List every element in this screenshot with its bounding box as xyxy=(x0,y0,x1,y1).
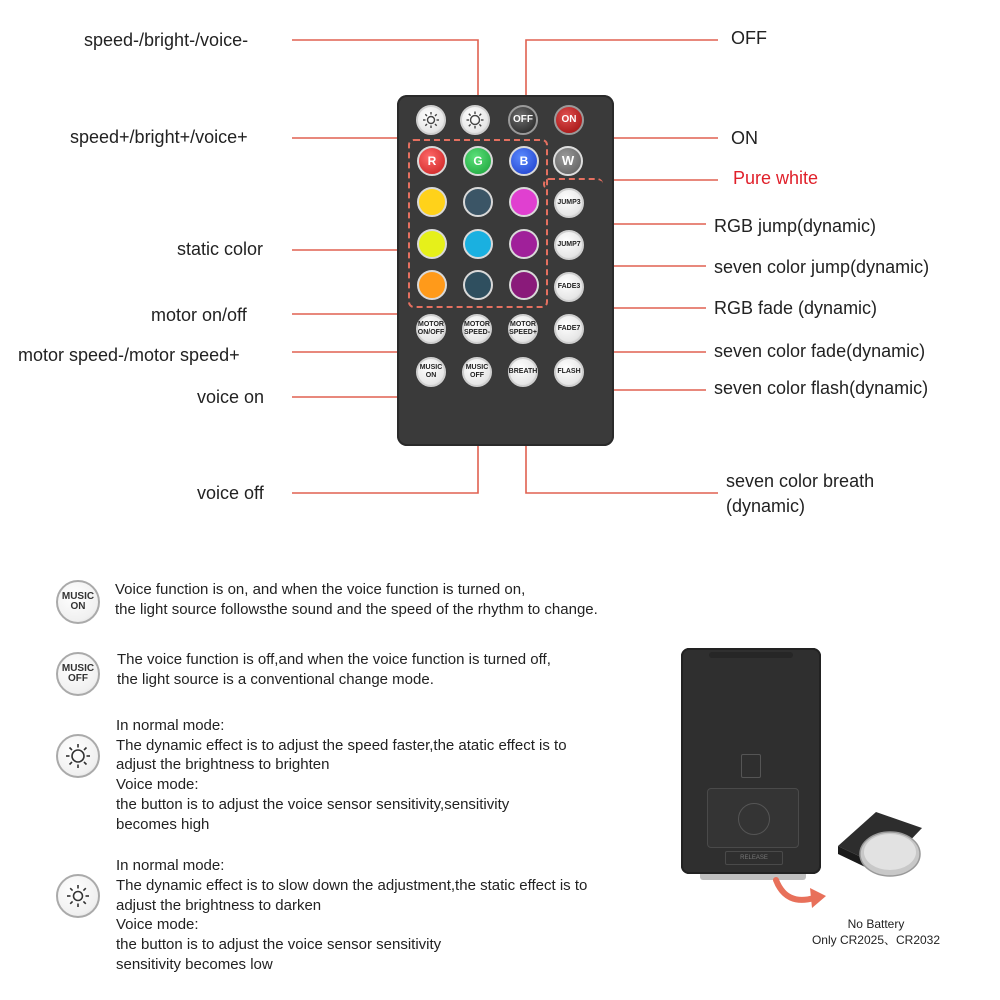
battery-slot xyxy=(738,803,770,835)
motor-speed-plus-label-1: MOTOR xyxy=(510,321,536,328)
label-static-color: static color xyxy=(177,239,264,259)
label-pure-white: Pure white xyxy=(733,168,819,188)
remote-control-back xyxy=(681,648,821,874)
coin-battery-image xyxy=(832,806,928,888)
brightness-down-icon xyxy=(56,874,100,918)
music-off-button[interactable] xyxy=(462,357,492,387)
label-rgb-fade: RGB fade (dynamic) xyxy=(714,298,878,318)
color-button[interactable] xyxy=(417,187,447,217)
music-off-label-1: MUSIC xyxy=(465,364,489,371)
flash-button[interactable]: FLASH xyxy=(554,357,584,387)
darker-desc-line3: adjust the brightness to darken xyxy=(116,897,322,914)
color-button[interactable] xyxy=(417,270,447,300)
recycle-bin-icon xyxy=(741,754,761,778)
music-on-desc-line2: the light source followsthe sound and the speed of the rhythm to change. xyxy=(115,601,598,618)
off-button[interactable]: OFF xyxy=(508,105,538,135)
darker-desc-line2: The dynamic effect is to slow down the adjustment,the static effect is to xyxy=(116,877,588,894)
jump3-button[interactable]: JUMP3 xyxy=(554,188,584,218)
label-motor-onoff: motor on/off xyxy=(151,305,247,325)
back-top-ridge xyxy=(709,652,793,658)
brightness-up-icon xyxy=(56,734,100,778)
music-on-icon xyxy=(56,580,100,624)
brighter-desc-line2: The dynamic effect is to adjust the speed faster,the atatic effect is to xyxy=(116,737,567,754)
release-tab: RELEASE xyxy=(725,851,783,865)
breath-button[interactable]: BREATH xyxy=(508,357,538,387)
darker-desc-line5: the button is to adjust the voice sensor sensitivity xyxy=(116,936,442,953)
label-motor-speed: motor speed-/motor speed+ xyxy=(18,345,240,365)
brighter-desc-line3: adjust the brightness to brighten xyxy=(116,756,330,773)
music-on-icon-label-1: MUSIC xyxy=(61,591,95,602)
motor-speed-plus-label-2: SPEED+ xyxy=(509,329,537,336)
color-button[interactable] xyxy=(463,229,493,259)
on-button[interactable]: ON xyxy=(554,105,584,135)
remote-control-front xyxy=(397,95,614,446)
motor-speed-minus-button[interactable] xyxy=(462,314,492,344)
white-button[interactable]: W xyxy=(553,146,583,176)
music-on-button[interactable] xyxy=(416,357,446,387)
label-seven-breath: seven color breath xyxy=(726,471,875,491)
color-button[interactable] xyxy=(509,270,539,300)
color-button[interactable] xyxy=(509,187,539,217)
no-battery-note: No Battery xyxy=(847,917,905,931)
color-button[interactable] xyxy=(463,187,493,217)
music-off-icon-label-2: OFF xyxy=(68,673,88,684)
label-voice-off: voice off xyxy=(197,483,264,503)
curved-arrow-icon xyxy=(770,868,830,912)
battery-type-note: Only CR2025、CR2032 xyxy=(811,933,941,947)
music-on-desc-line1: Voice function is on, and when the voice function is turned on, xyxy=(115,581,526,598)
motor-speed-minus-label-2: SPEED- xyxy=(463,329,491,336)
sun-small-icon xyxy=(422,111,440,129)
speed-plus-button[interactable] xyxy=(460,105,490,135)
label-speed-plus: speed+/bright+/voice+ xyxy=(70,127,248,147)
music-on-label-2: ON xyxy=(425,372,437,379)
music-off-desc-line2: the light source is a conventional change mode. xyxy=(117,671,434,688)
fade3-button[interactable]: FADE3 xyxy=(554,272,584,302)
blue-button[interactable]: B xyxy=(509,146,539,176)
music-off-icon xyxy=(56,652,100,696)
label-voice-on: voice on xyxy=(197,387,265,407)
brighter-desc-line4: Voice mode: xyxy=(116,776,199,793)
darker-desc-line1: In normal mode: xyxy=(116,857,225,874)
label-on: ON xyxy=(731,128,758,148)
jump7-button[interactable]: JUMP7 xyxy=(554,230,584,260)
red-button[interactable]: R xyxy=(417,146,447,176)
motor-onoff-label-2: ON/OFF xyxy=(417,329,445,336)
label-seven-flash: seven color flash(dynamic) xyxy=(714,378,929,398)
brighter-desc-line1: In normal mode: xyxy=(116,717,225,734)
music-off-icon-label-1: MUSIC xyxy=(61,663,95,674)
green-button[interactable]: G xyxy=(463,146,493,176)
label-seven-jump: seven color jump(dynamic) xyxy=(714,257,930,277)
darker-desc-line6: sensitivity becomes low xyxy=(116,956,273,973)
fade7-button[interactable]: FADE7 xyxy=(554,314,584,344)
label-off: OFF xyxy=(731,28,767,48)
battery-compartment xyxy=(707,788,799,848)
label-speed-minus: speed-/bright-/voice- xyxy=(84,30,249,50)
brighter-desc-line6: becomes high xyxy=(116,816,210,833)
motor-onoff-button[interactable] xyxy=(416,314,446,344)
brighter-desc-line5: the button is to adjust the voice sensor sensitivity,sensitivity xyxy=(116,796,510,813)
music-on-label-1: MUSIC xyxy=(419,364,443,371)
label-seven-breath-dynamic: (dynamic) xyxy=(726,496,806,516)
music-on-icon-label-2: ON xyxy=(70,601,86,612)
motor-speed-plus-button[interactable] xyxy=(508,314,538,344)
sun-large-icon xyxy=(466,111,484,129)
darker-desc-line4: Voice mode: xyxy=(116,916,199,933)
color-button[interactable] xyxy=(417,229,447,259)
label-seven-fade: seven color fade(dynamic) xyxy=(714,341,926,361)
color-button[interactable] xyxy=(509,229,539,259)
music-off-label-2: OFF xyxy=(470,372,484,379)
music-off-desc-line1: The voice function is off,and when the voice function is turned off, xyxy=(117,651,551,668)
label-rgb-jump: RGB jump(dynamic) xyxy=(714,216,877,236)
motor-speed-minus-label-1: MOTOR xyxy=(464,321,490,328)
motor-onoff-label-1: MOTOR xyxy=(418,321,444,328)
color-button[interactable] xyxy=(463,270,493,300)
speed-minus-button[interactable] xyxy=(416,105,446,135)
